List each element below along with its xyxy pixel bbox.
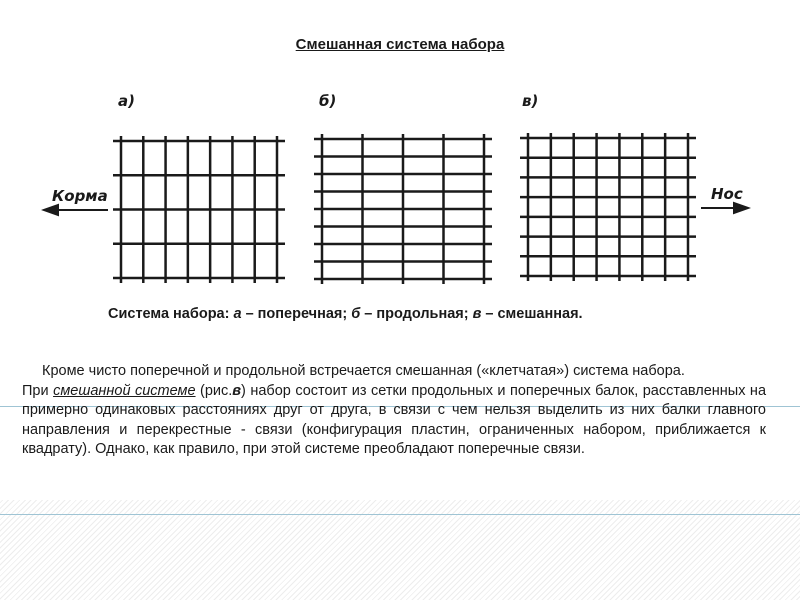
p2-start: При xyxy=(22,382,54,399)
p2-ref-open: (рис. xyxy=(195,382,233,399)
label-a: а) xyxy=(118,92,135,110)
p2-ref-letter: в xyxy=(232,382,242,399)
caption-b-text: – продольная; xyxy=(360,306,473,322)
slide-title: Смешанная система набора xyxy=(295,36,505,53)
arrow-label-stern: Корма xyxy=(52,187,108,205)
term-mixed-system: смешанной системе xyxy=(53,382,196,399)
grid-mixed xyxy=(520,133,696,281)
body-text xyxy=(22,362,766,460)
caption-lead: Система набора: xyxy=(108,306,234,322)
paragraph-mixed-system xyxy=(22,382,766,460)
caption-a-text: – поперечная; xyxy=(241,306,352,322)
caption-c-text: – смешанная. xyxy=(481,306,583,322)
decorative-rule xyxy=(0,514,800,515)
arrow-left-icon xyxy=(44,205,108,215)
grid-longitudinal xyxy=(314,134,492,284)
label-c: в) xyxy=(522,92,539,110)
caption-a-letter: а xyxy=(233,306,242,322)
arrow-label-bow: Нос xyxy=(711,185,743,203)
caption-c-letter: в xyxy=(472,306,482,322)
figure-caption xyxy=(108,306,708,322)
caption-b-letter: б xyxy=(351,306,361,322)
arrow-right-icon xyxy=(701,203,748,213)
paragraph-intro: Кроме чисто поперечной и продольной встречается смешанная («клетчатая») система набора. xyxy=(42,363,685,379)
p2-ref-close: ) xyxy=(241,382,246,399)
p2-rest: набор состоит из сетки продольных и поперечных балок, расставленных на примерно одинаковых расстояниях друг от друга, в связи с чем нельзя выделить из них балки главного направления и перекрестные - связи (конфигурация пластин, ограниченных набором, приближается к квадрату). Однако, как правило, при этой системе преобладают поперечные связи. xyxy=(22,382,767,457)
grid-transverse xyxy=(113,136,285,283)
label-b: б) xyxy=(319,92,337,110)
